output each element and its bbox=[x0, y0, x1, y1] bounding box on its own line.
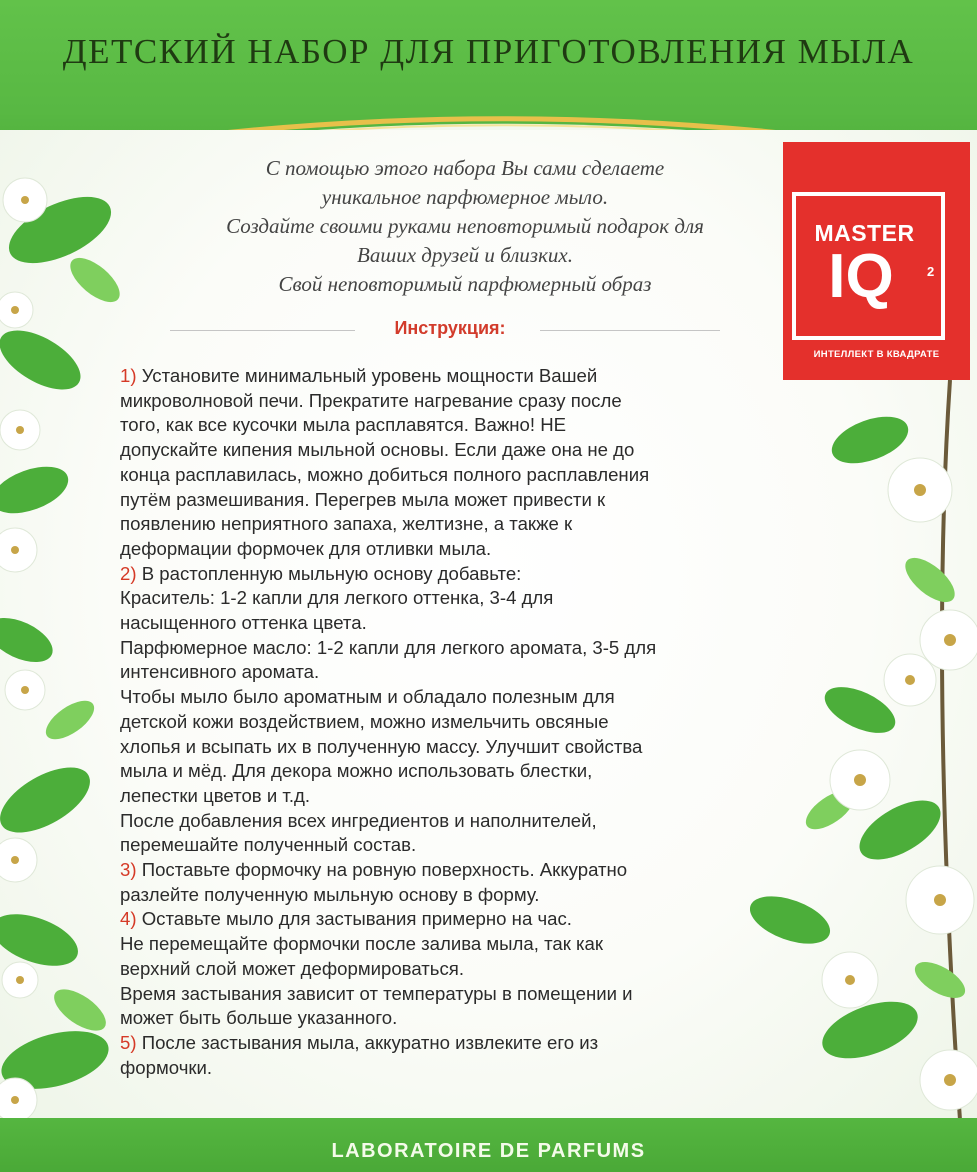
instruction-line bbox=[120, 1006, 800, 1031]
instruction-text: верхний слой может деформироваться. bbox=[120, 957, 465, 979]
page-title: ДЕТСКИЙ НАБОР ДЛЯ ПРИГОТОВЛЕНИЯ МЫЛА bbox=[62, 32, 915, 71]
instruction-text: разлейте полученную мыльную основу в форму. bbox=[120, 883, 540, 905]
instruction-text: микроволновой печи. Прекратите нагревание сразу после bbox=[120, 389, 622, 411]
instruction-line bbox=[120, 1031, 800, 1056]
instructions-body bbox=[120, 364, 800, 1080]
instruction-text: насыщенного оттенка цвета. bbox=[120, 612, 367, 634]
instruction-line bbox=[120, 389, 800, 414]
intro-line: Создайте своими руками неповторимый подарок для bbox=[226, 214, 704, 238]
instruction-text: Установите минимальный уровень мощности Вашей bbox=[136, 365, 598, 386]
instruction-line bbox=[120, 833, 800, 858]
left-blossom-decoration bbox=[0, 160, 130, 1120]
instruction-line bbox=[120, 364, 800, 389]
logo-master-text: MASTER bbox=[814, 220, 915, 246]
step-number: 3) bbox=[120, 859, 137, 881]
instruction-line bbox=[120, 636, 800, 661]
instruction-text: того, как все кусочки мыла расплавятся. Важно! НЕ bbox=[120, 414, 567, 436]
intro-line: С помощью этого набора Вы сами сделаете bbox=[265, 156, 665, 180]
instruction-line bbox=[120, 611, 800, 636]
instruction-line bbox=[120, 463, 800, 488]
instruction-text: детской кожи воздействием, можно измельчить овсяные bbox=[120, 710, 609, 732]
instruction-text: мыла и мёд. Для декора можно использовать блестки, bbox=[120, 760, 593, 782]
instruction-line bbox=[120, 413, 800, 438]
instruction-text: Поставьте формочку на ровную поверхность. Аккуратно bbox=[136, 859, 628, 881]
instruction-text: Краситель: 1-2 капли для легкого оттенка, 3-4 для bbox=[120, 587, 554, 609]
divider-left bbox=[170, 330, 355, 331]
step-number: 5) bbox=[120, 1031, 137, 1053]
intro-line: уникальное парфюмерное мыло. bbox=[321, 185, 609, 209]
master-iq-logo bbox=[783, 142, 970, 380]
instruction-text: перемешайте полученный состав. bbox=[120, 834, 417, 856]
instruction-line bbox=[120, 537, 800, 562]
instruction-text: После застывания мыла, аккуратно извлеките его из bbox=[136, 1031, 599, 1053]
step-number: 1) bbox=[120, 365, 137, 386]
step-number: 2) bbox=[120, 562, 137, 584]
intro-line: Ваших друзей и близких. bbox=[357, 243, 573, 267]
instruction-line bbox=[120, 932, 800, 957]
instruction-line bbox=[120, 586, 800, 611]
instruction-line bbox=[120, 883, 800, 908]
instruction-line bbox=[120, 660, 800, 685]
instruction-text: интенсивного аромата. bbox=[120, 661, 320, 683]
intro-line: Свой неповторимый парфюмерный образ bbox=[278, 272, 652, 296]
instruction-line bbox=[120, 907, 800, 932]
instruction-line bbox=[120, 1056, 800, 1081]
instruction-text: В растопленную мыльную основу добавьте: bbox=[136, 562, 522, 584]
instruction-line bbox=[120, 438, 800, 463]
instruction-line bbox=[120, 957, 800, 982]
logo-frame bbox=[792, 192, 945, 340]
divider-right bbox=[540, 330, 720, 331]
instruction-line bbox=[120, 488, 800, 513]
instruction-line bbox=[120, 858, 800, 883]
instruction-text: формочки. bbox=[120, 1056, 213, 1078]
instruction-text: После добавления всех ингредиентов и наполнителей, bbox=[120, 809, 597, 831]
instruction-text: Оставьте мыло для застывания примерно на час. bbox=[136, 908, 572, 930]
instruction-text: Время застывания зависит от температуры в помещении и bbox=[120, 982, 633, 1004]
instruction-text: появлению неприятного запаха, желтизне, а также к bbox=[120, 513, 573, 535]
instructions-heading: Инструкция: bbox=[394, 318, 506, 338]
instruction-line bbox=[120, 512, 800, 537]
instruction-line bbox=[120, 809, 800, 834]
logo-iq-text: IQ bbox=[828, 242, 894, 311]
instruction-line bbox=[120, 710, 800, 735]
instruction-text: Не перемещайте формочки после залива мыла, так как bbox=[120, 933, 604, 955]
instruction-text: может быть больше указанного. bbox=[120, 1007, 398, 1029]
step-number: 4) bbox=[120, 908, 137, 930]
instruction-text: деформации формочек для отливки мыла. bbox=[120, 537, 492, 559]
instruction-text: Чтобы мыло было ароматным и обладало полезным для bbox=[120, 686, 615, 708]
footer-text: LABORATOIRE DE PARFUMS bbox=[331, 1140, 646, 1162]
instruction-line bbox=[120, 685, 800, 710]
instruction-line bbox=[120, 759, 800, 784]
instruction-text: путём размешивания. Перегрев мыла может привести к bbox=[120, 488, 606, 510]
instruction-line bbox=[120, 735, 800, 760]
instruction-text: допускайте кипения мыльной основы. Если даже она не до bbox=[120, 439, 635, 461]
instruction-line bbox=[120, 982, 800, 1007]
instruction-line bbox=[120, 784, 800, 809]
instruction-text: Парфюмерное масло: 1-2 капли для легкого аромата, 3-5 для bbox=[120, 636, 657, 658]
instruction-text: хлопья и всыпать их в полученную массу. Улучшит свойства bbox=[120, 735, 643, 757]
logo-tagline: ИНТЕЛЛЕКТ В КВАДРАТЕ bbox=[813, 349, 940, 360]
logo-superscript: 2 bbox=[927, 264, 935, 279]
instruction-text: лепестки цветов и т.д. bbox=[120, 784, 311, 806]
intro-text bbox=[150, 154, 780, 299]
instruction-text: конца расплавилась, можно добиться полного расплавления bbox=[120, 463, 650, 485]
instruction-line bbox=[120, 562, 800, 587]
